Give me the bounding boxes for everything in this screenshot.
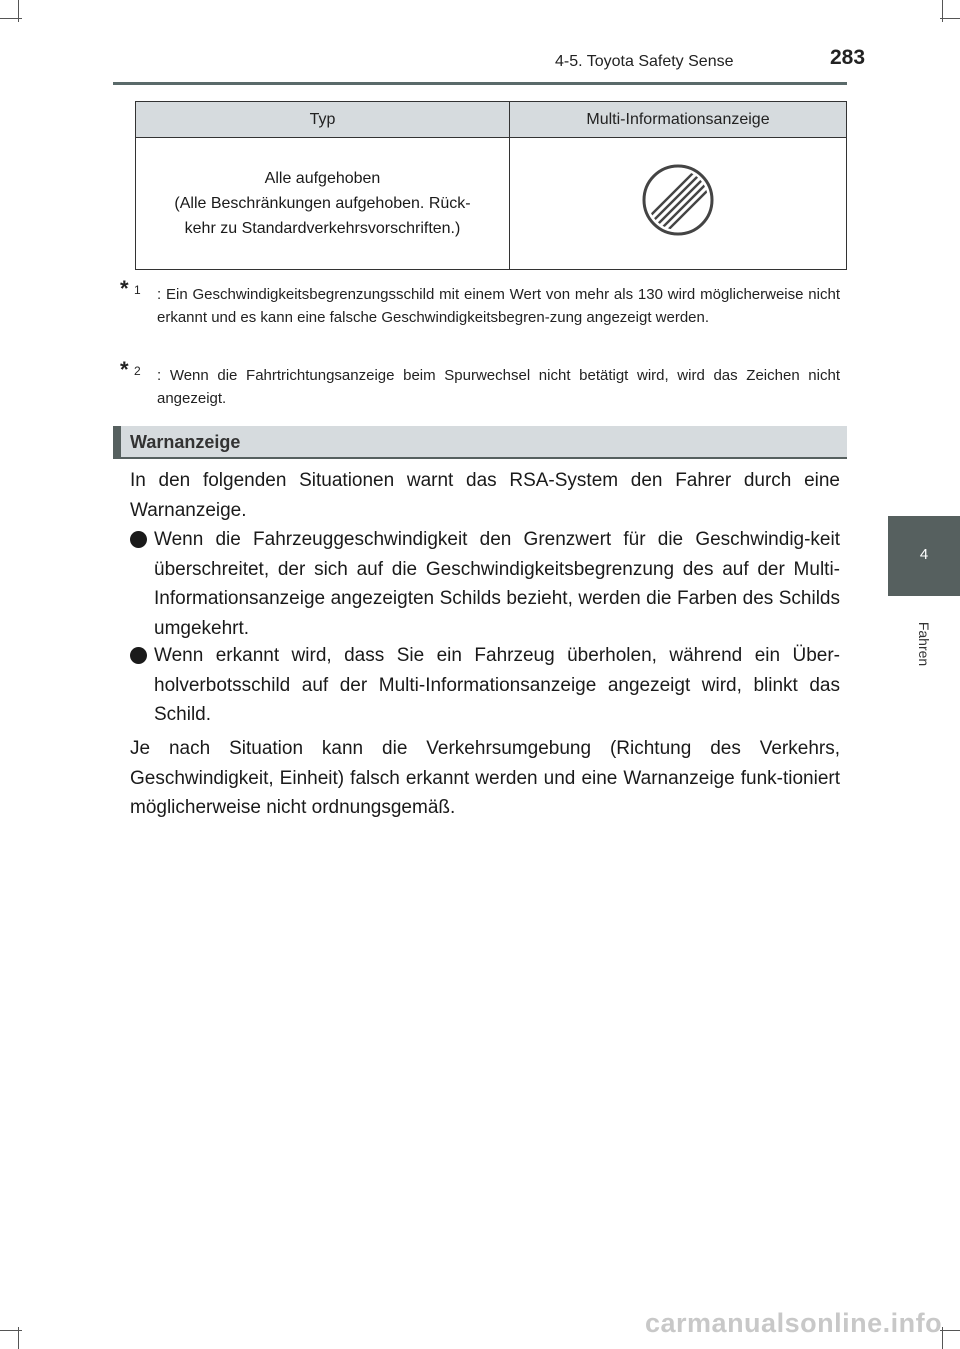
footnote xyxy=(120,357,840,410)
type-cell xyxy=(136,138,510,270)
section-breadcrumb: 4-5. Toyota Safety Sense xyxy=(555,53,734,70)
footnote xyxy=(120,276,840,329)
type-line: Alle aufgehoben xyxy=(264,170,381,187)
intro-paragraph: In den folgenden Situationen warnt das RSA-System den Fahrer durch eine Warnanzeige. xyxy=(130,470,840,521)
footnote-marker: * xyxy=(120,357,129,382)
crop-mark xyxy=(0,1330,22,1331)
list-item xyxy=(130,525,840,643)
type-line: (Alle Beschränkungen aufgehoben. Rück- xyxy=(174,195,471,212)
footnote-number: 2 xyxy=(134,364,141,378)
table-header-row xyxy=(136,102,847,138)
page-number: 283 xyxy=(830,46,866,69)
sign-table xyxy=(135,101,847,270)
crop-mark xyxy=(0,18,22,19)
footnote-text: : Ein Geschwindigkeitsbegrenzungsschild mit einem Wert von mehr als 130 wird möglicherweise nicht erkannt und es kann eine falsche Geschwindigkeitsbegren-zung angezeigt werden. xyxy=(157,286,840,326)
chapter-label: Fahren xyxy=(916,621,932,667)
crop-mark xyxy=(940,1330,960,1331)
footnote-marker: * xyxy=(120,276,129,301)
end-of-all-restrictions-sign-icon xyxy=(641,163,715,237)
header-rule xyxy=(113,82,847,85)
chapter-number: 4 xyxy=(919,546,929,563)
table-row xyxy=(136,138,847,270)
type-line: kehr zu Standardverkehrsvorschriften.) xyxy=(184,220,461,237)
footnote-number: 1 xyxy=(134,283,141,297)
section-heading xyxy=(113,426,847,459)
list-item-text: Wenn die Fahrzeuggeschwindigkeit den Grenzwert für die Geschwindig-keit überschreitet, der sich auf die Geschwindigkeitsbegrenzung des auf der Multi-Informationsanzeige angezeigten Schilds bezieht, werden die Farben des Schilds umgekehrt. xyxy=(154,529,840,639)
list-item xyxy=(130,641,840,730)
list-item-text: Wenn erkannt wird, dass Sie ein Fahrzeug überholen, während ein Über-holverbotsschild auf der Multi-Informationsanzeige angezeigt wird, blinkt das Schild. xyxy=(154,645,840,725)
footnote-text: : Wenn die Fahrtrichtungsanzeige beim Spurwechsel nicht betätigt wird, wird das Zeichen nicht angezeigt. xyxy=(157,367,840,407)
display-cell xyxy=(510,138,847,270)
chapter-tab xyxy=(888,516,960,596)
bullet-icon xyxy=(130,531,147,548)
table-header-type: Typ xyxy=(136,102,510,138)
watermark: carmanualsonline.info xyxy=(645,1308,943,1338)
section-title: Warnanzeige xyxy=(130,432,241,452)
outro-paragraph: Je nach Situation kann die Verkehrsumgebung (Richtung des Verkehrs, Geschwindigkeit, Einheit) falsch erkannt werden und eine Warnanzeige funk-tioniert möglicherweise nicht ordnungsgemäß. xyxy=(130,738,840,818)
bullet-icon xyxy=(130,647,147,664)
table-header-display: Multi-Informationsanzeige xyxy=(510,102,847,138)
crop-mark xyxy=(940,18,960,19)
chapter-label-area xyxy=(888,596,960,716)
